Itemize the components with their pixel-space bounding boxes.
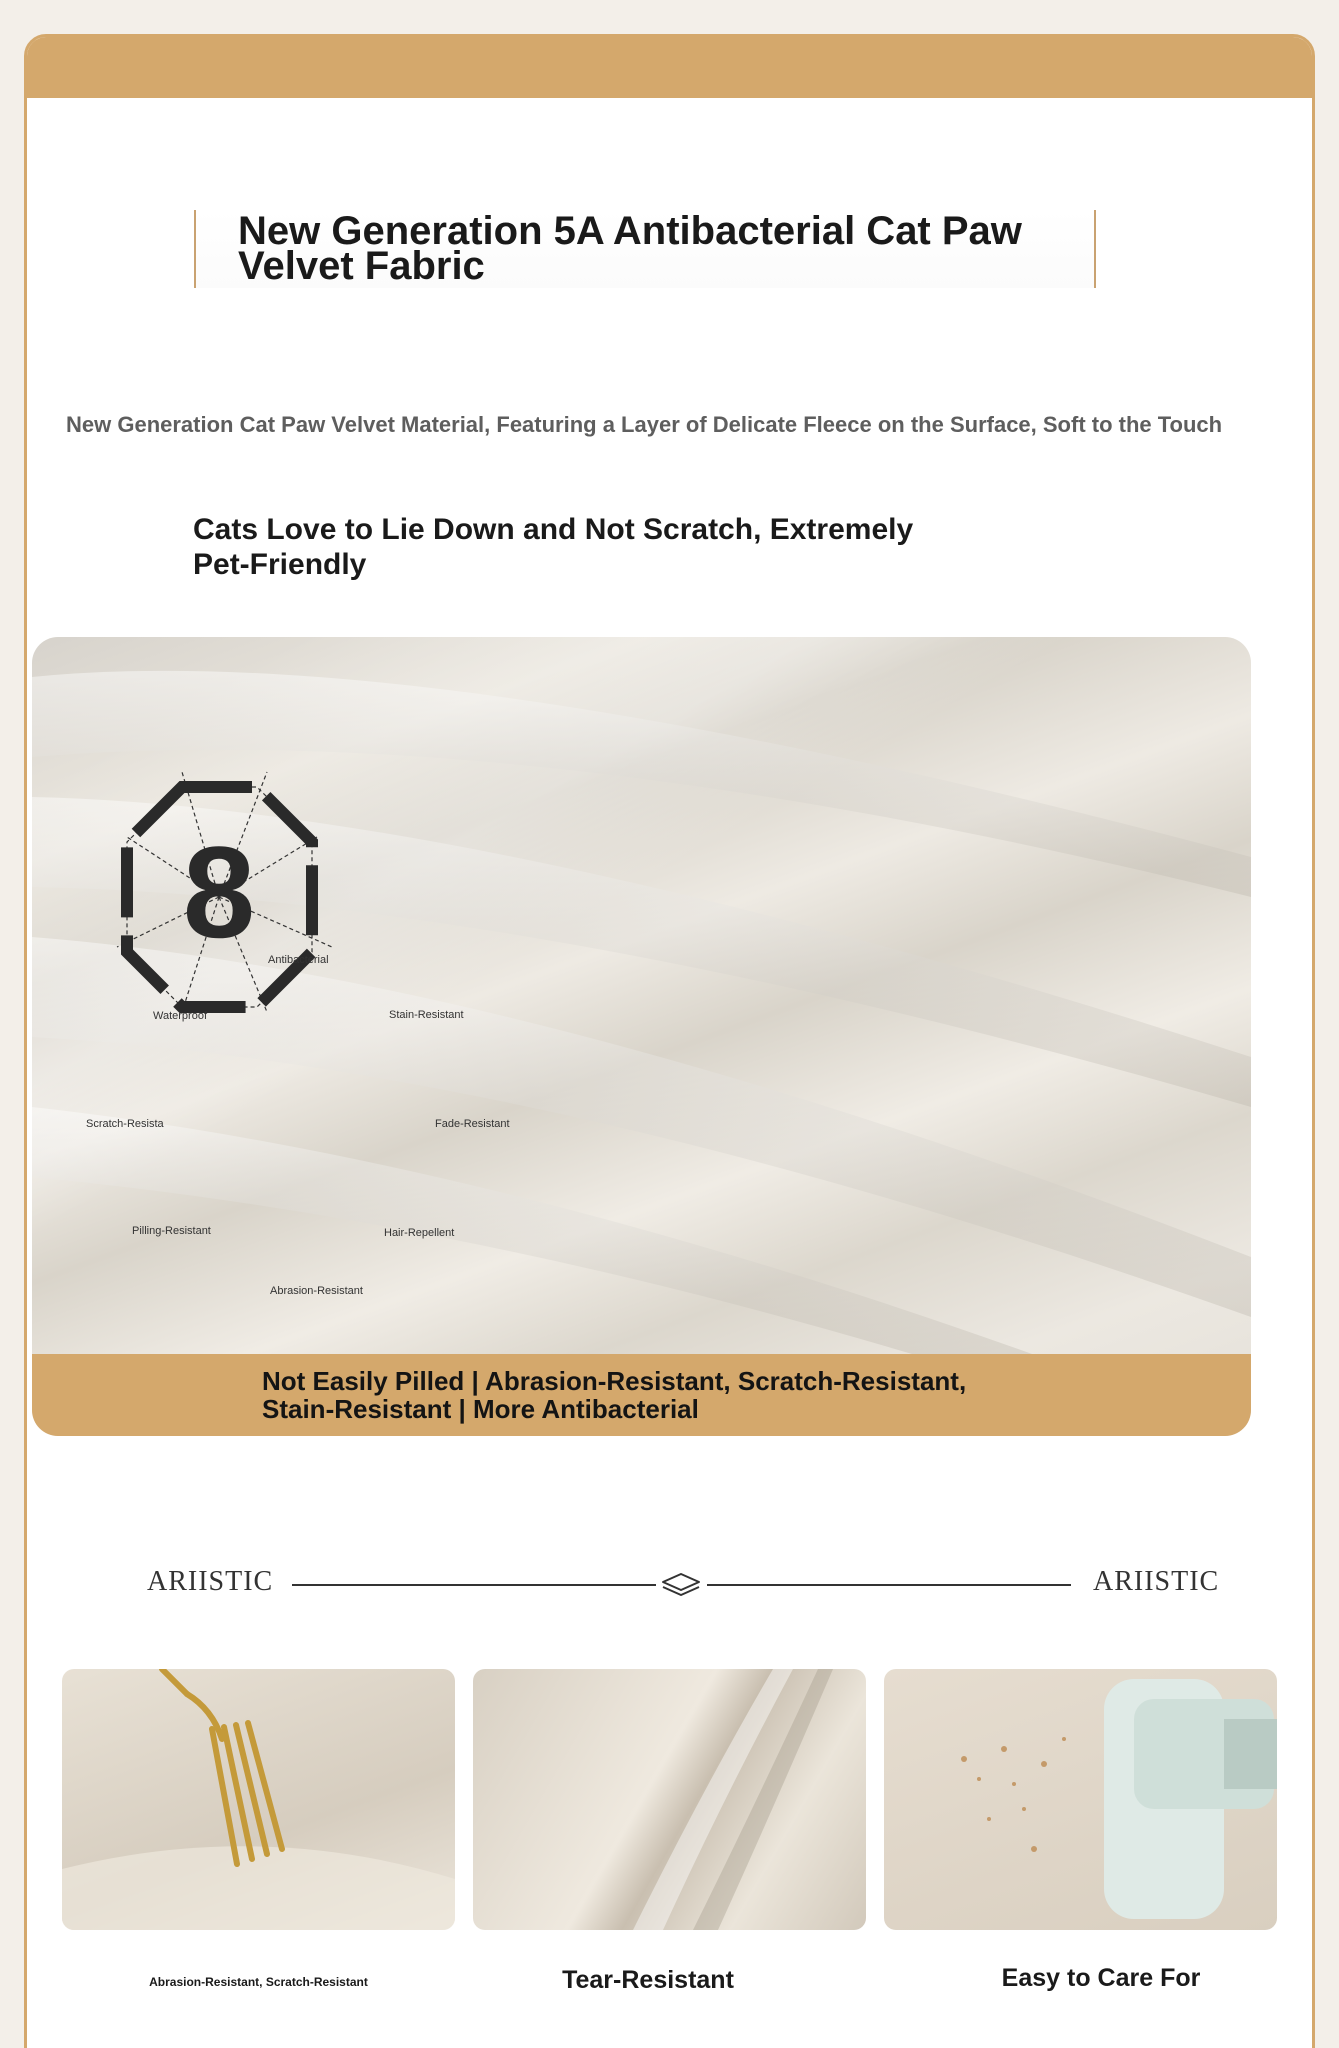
title-box — [194, 210, 1096, 288]
page-title: New Generation 5A Antibacterial Cat Paw Velvet Fabric — [238, 209, 1022, 288]
hero-fabric-image — [32, 637, 1251, 1436]
intro-tagline: Cats Love to Lie Down and Not Scratch, Extremely Pet-Friendly — [193, 513, 914, 581]
intro-subtitle: New Generation Cat Paw Velvet Material, Featuring a Layer of Delicate Fleece on the Surface, Soft to the Touch — [66, 412, 1223, 437]
tile-caption-care: Easy to Care For — [1001, 1964, 1201, 1992]
feature-hair-repellent: Hair-Repellent — [384, 1227, 455, 1239]
fabric-fold-icon — [473, 1669, 866, 1930]
feature-fade-resistant: Fade-Resistant — [435, 1118, 510, 1130]
tile-fabric-fold — [473, 1669, 866, 1930]
fork-icon — [62, 1669, 455, 1930]
tile-caption-tear: Tear-Resistant — [562, 1966, 734, 1994]
feature-abrasion-resistant: Abrasion-Resistant — [270, 1285, 363, 1297]
feature-pilling-resistant: Pilling-Resistant — [132, 1225, 211, 1237]
feature-stain-resistant: Stain-Resistant — [389, 1009, 464, 1021]
badge-number: 8 — [182, 819, 256, 965]
tile-fork — [62, 1669, 455, 1930]
divider-line-left — [292, 1584, 656, 1586]
hero-caption-bar — [32, 1354, 1251, 1436]
feature-antibacterial: Antibacterial — [268, 954, 329, 966]
top-accent-bar — [27, 37, 1312, 98]
tile-caption-abrasion: Abrasion-Resistant, Scratch-Resistant — [149, 1975, 368, 1989]
layers-icon — [659, 1570, 703, 1600]
vacuum-icon — [884, 1669, 1277, 1930]
feature-waterproof: Waterproof — [153, 1010, 208, 1022]
hero-caption-text: Not Easily Pilled | Abrasion-Resistant, Scratch-Resistant, Stain-Resistant | More Antibacterial — [262, 1366, 967, 1424]
tile-vacuum — [884, 1669, 1277, 1930]
fabric-folds — [32, 637, 1251, 1354]
divider-brand-right: ARIISTIC — [1093, 1566, 1220, 1597]
feature-scratch-resistant: Scratch-Resista — [86, 1118, 164, 1130]
divider-brand-left: ARIISTIC — [147, 1566, 274, 1597]
divider-line-right — [707, 1584, 1071, 1586]
